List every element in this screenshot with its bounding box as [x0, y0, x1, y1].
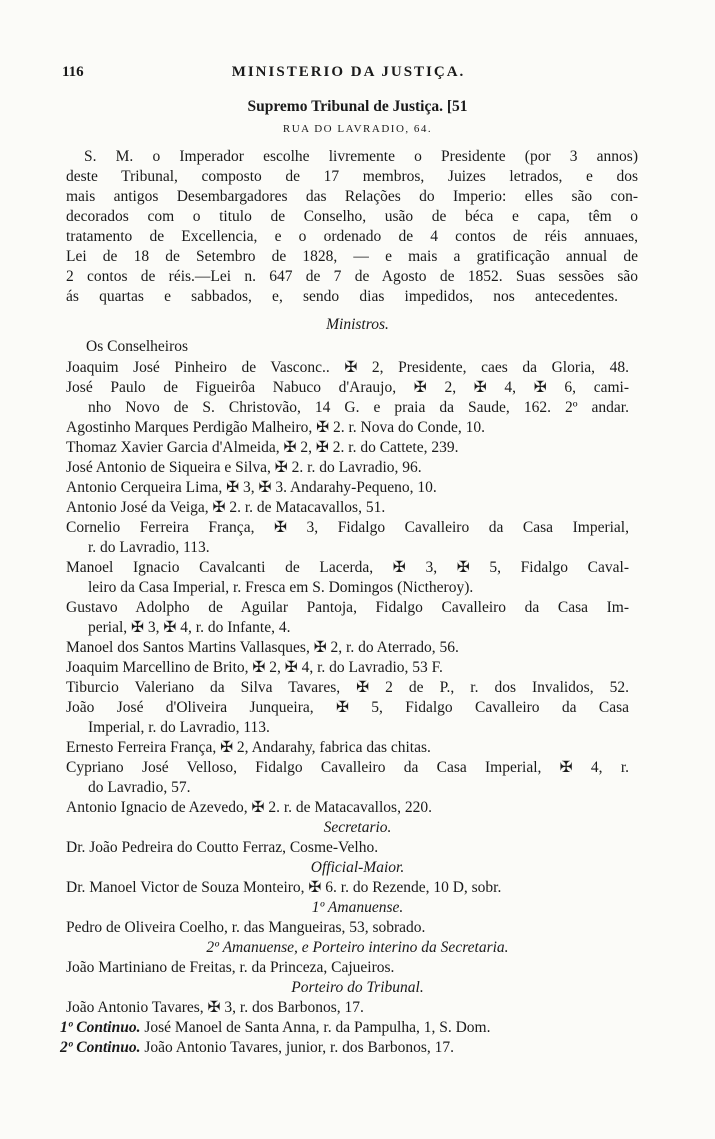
- continuo-text: João Antonio Tavares, junior, r. dos Barbonos, 17.: [144, 1039, 455, 1056]
- continuo-entry: [60, 1018, 490, 1038]
- running-header: [62, 64, 635, 86]
- minister-entry: nho Novo de S. Christovão, 14 G. e praia da Saude, 162. 2º andar.: [88, 399, 629, 416]
- minister-entry: João José d'Oliveira Junqueira, ✠ 5, Fidalgo Cavalleiro da Casa: [66, 699, 629, 716]
- institution-name: Supremo Tribunal de Justiça. [51: [247, 98, 468, 115]
- intro-line: tratamento de Excellencia, e o ordenado de 4 contos de réis annuaes,: [66, 228, 638, 245]
- continuo-entry: [60, 1038, 454, 1058]
- institution-address: RUA DO LAVRADIO, 64.: [282, 123, 433, 135]
- intro-line: deste Tribunal, composto de 17 membros, Juizes letrados, e dos: [66, 168, 638, 185]
- minister-entry: José Paulo de Figueirôa Nabuco d'Araujo, ✠ 2, ✠ 4, ✠ 6, cami-: [66, 379, 629, 396]
- intro-line: ás quartas e sabbados, e, sendo dias impedidos, nos antecedentes.: [66, 288, 618, 305]
- minister-entry: Joaquim Marcellino de Brito, ✠ 2, ✠ 4, r. do Lavradio, 53 F.: [66, 659, 443, 676]
- minister-entry: r. do Lavradio, 113.: [88, 539, 210, 556]
- amanuense2-entry: João Martiniano de Freitas, r. da Princeza, Cajueiros.: [66, 959, 395, 976]
- intro-line: Lei de 18 de Setembro de 1828, — e mais a gratificação annual de: [66, 248, 638, 265]
- minister-entry: leiro da Casa Imperial, r. Fresca em S. Domingos (Nictheroy).: [88, 579, 474, 596]
- intro-line: 2 contos de réis.—Lei n. 647 de 7 de Agosto de 1852. Suas sessões são: [66, 268, 638, 285]
- intro-line: decorados com o titulo de Conselho, usão de béca e capa, têm o: [66, 208, 638, 225]
- minister-entry: do Lavradio, 57.: [88, 779, 191, 796]
- section-heading-amanuense2: 2º Amanuense, e Porteiro interino da Secretaria.: [206, 939, 509, 956]
- section-heading-official-maior: Official-Maior.: [310, 859, 405, 876]
- minister-entry: Thomaz Xavier Garcia d'Almeida, ✠ 2, ✠ 2. r. do Cattete, 239.: [66, 439, 459, 456]
- continuo-text: José Manoel de Santa Anna, r. da Pampulha, 1, S. Dom.: [144, 1019, 491, 1036]
- intro-line: S. M. o Imperador escolhe livremente o Presidente (por 3 annos): [84, 148, 638, 165]
- intro-line: mais antigos Desembargadores das Relações do Imperio: elles são con-: [66, 188, 638, 205]
- amanuense-entry: Pedro de Oliveira Coelho, r. das Mangueiras, 53, sobrado.: [66, 919, 426, 936]
- continuo-label: 1º Continuo.: [60, 1019, 141, 1036]
- minister-entry: Joaquim José Pinheiro de Vasconc.. ✠ 2, Presidente, caes da Gloria, 48.: [66, 359, 629, 376]
- section-heading-secretario: Secretario.: [323, 819, 392, 836]
- minister-entry: José Antonio de Siqueira e Silva, ✠ 2. r. do Lavradio, 96.: [66, 459, 422, 476]
- minister-entry: Gustavo Adolpho de Aguilar Pantoja, Fidalgo Cavalleiro da Casa Im-: [66, 599, 629, 616]
- porteiro-entry: João Antonio Tavares, ✠ 3, r. dos Barbonos, 17.: [66, 999, 364, 1016]
- minister-entry: Tiburcio Valeriano da Silva Tavares, ✠ 2 de P., r. dos Invalidos, 52.: [66, 679, 629, 696]
- minister-entry: Ernesto Ferreira França, ✠ 2, Andarahy, fabrica das chitas.: [66, 739, 431, 756]
- minister-entry: Manoel Ignacio Cavalcanti de Lacerda, ✠ 3, ✠ 5, Fidalgo Caval-: [66, 559, 629, 576]
- page-number: 116: [62, 64, 84, 80]
- minister-entry: Agostinho Marques Perdigão Malheiro, ✠ 2. r. Nova do Conde, 10.: [66, 419, 485, 436]
- minister-entry: Imperial, r. do Lavradio, 113.: [88, 719, 270, 736]
- minister-entry: Antonio José da Veiga, ✠ 2. r. de Matacavallos, 51.: [66, 499, 386, 516]
- minister-entry: Manoel dos Santos Martins Vallasques, ✠ 2, r. do Aterrado, 56.: [66, 639, 459, 656]
- section-heading-ministros: Ministros.: [326, 316, 389, 333]
- section-heading-porteiro: Porteiro do Tribunal.: [291, 979, 424, 996]
- minister-entry: perial, ✠ 3, ✠ 4, r. do Infante, 4.: [88, 619, 291, 636]
- section-heading-conselheiros: Os Conselheiros: [86, 338, 189, 355]
- continuo-label: 2º Continuo.: [60, 1039, 141, 1056]
- minister-entry: Cornelio Ferreira França, ✠ 3, Fidalgo Cavalleiro da Casa Imperial,: [66, 519, 629, 536]
- minister-entry: Cypriano José Velloso, Fidalgo Cavalleiro da Casa Imperial, ✠ 4, r.: [66, 759, 629, 776]
- section-heading-amanuense: 1º Amanuense.: [311, 899, 404, 916]
- minister-entry: Antonio Ignacio de Azevedo, ✠ 2. r. de Matacavallos, 220.: [66, 799, 432, 816]
- official-maior-entry: Dr. Manoel Victor de Souza Monteiro, ✠ 6. r. do Rezende, 10 D, sobr.: [66, 879, 502, 896]
- secretario-entry: Dr. João Pedreira do Coutto Ferraz, Cosme-Velho.: [66, 839, 379, 856]
- minister-entry: Antonio Cerqueira Lima, ✠ 3, ✠ 3. Andarahy-Pequeno, 10.: [66, 479, 437, 496]
- page-title: MINISTERIO DA JUSTIÇA.: [231, 64, 466, 80]
